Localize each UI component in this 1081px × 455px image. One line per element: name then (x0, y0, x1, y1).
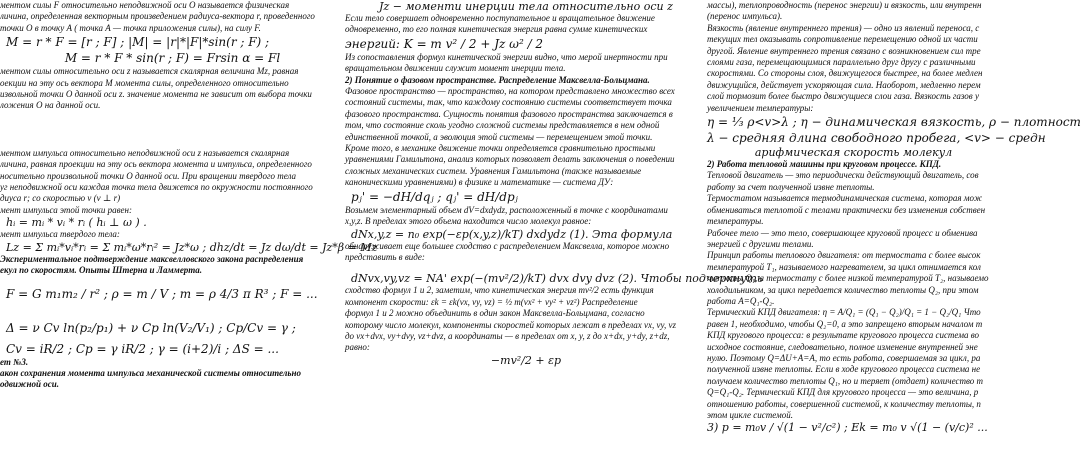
col1-line: уг неподвижной оси каждая точка тела движется по окружности постоянного (0, 182, 313, 193)
col2-line: dNx,y,z = n₀ exp(−εp(x,y,z)/kT) dxdydz (1). Эта формула (351, 227, 673, 241)
col3-line: λ − средняя длина свободного пробега, <v> − средн (707, 131, 1046, 146)
col1-line: Cv = iR/2 ; Cp = γ iR/2 ; γ = (i+2)/i ; ΔS = ... (6, 341, 279, 356)
col3-line: увеличением температуры: (707, 102, 814, 113)
col3-line: нулю. Поэтому Q=ΔU+A=A, то есть работа, совершаемая за цикл, ра (707, 352, 981, 363)
col2-line: x,y,z. В пределах этого объема находится число молекул равное: (345, 216, 592, 227)
col2-line: Фазовое пространство — пространство, на котором представлено множество всех (345, 86, 675, 97)
col2-line: pⱼ' = −dH/dqⱼ ; qⱼ' = dH/dpⱼ (351, 189, 518, 204)
col3-line: равен 1, необходимо, чтобы Q₂=0, а это запрещено вторым началом т (707, 318, 983, 329)
col3-line: получаем количество теплоты Q₁, но и теряет (отдает) количество т (707, 375, 983, 386)
col2-line: одновременно, то его полная кинетическая энергия равна сумме кинетических (345, 24, 648, 35)
col3-line: 3) p = m₀v / √(1 − v²/c²) ; Ek = m₀ v √(1 − (v/c)² ... (707, 421, 988, 435)
col2-line (345, 263, 707, 272)
col1-line (0, 277, 345, 286)
col3-line: работу за счет полученной извне теплоты. (707, 181, 875, 192)
col2-line: энергий: K = m v² / 2 + Jz ω² / 2 (345, 36, 544, 51)
col3-line: энергией с другими телами. (707, 238, 814, 249)
col1-line: личина, равная проекции на эту ось вектора момента и импульса, определенного (0, 159, 312, 170)
col1-line: екул по скоростям. Опыты Штерна и Ламмерта. (0, 265, 202, 276)
col3-line: холодильником, за цикл передается количество теплоты Q₂, при этом (707, 284, 979, 295)
col1-line: ложения О на данной оси. (0, 100, 101, 111)
col3-line: Принцип работы теплового двигателя: от термостата с более высок (707, 250, 981, 261)
col3-line: Вязкость (явление внутреннего трения) — одно из явлений переноса, с (707, 22, 980, 33)
col3-line: обмениваться теплотой с телами практически без изменения собствен (707, 204, 986, 215)
col3-line: температурой T₁, называемого нагревателем, за цикл отнимается кол (707, 261, 981, 272)
col1-line (0, 130, 345, 139)
col2-line: сложных механических систем. Уравнения Гамильтона (также называемые (345, 165, 642, 176)
col2-line: равно: (345, 342, 370, 353)
col3-line: η = ⅓ ρ<v>λ ; η − динамическая вязкость, ρ − плотност (707, 115, 1081, 130)
col2-line: компонент скорости: εk = εk(vx, vy, vz) = ½ m(vx² + vy² + vz²) Распределение (345, 296, 638, 307)
col2-line: Возьмем элементарный объем dV=dxdydz, расположенный в точке с координатами (345, 204, 668, 215)
col2-line: Если тело совершает одновременно поступательное и вращательное движение (345, 13, 655, 23)
col3-line: полученной извне теплоты. Если в ходе кругового процесса система не (707, 364, 981, 375)
col3-line: этом цикле системой. (707, 410, 794, 420)
col3-line: текущих тел оказывать сопротивление перемещению одной их части (707, 34, 978, 45)
col2-line: −mv²/2 + εp (490, 353, 562, 367)
col1-line: ет №3. (0, 356, 29, 367)
col1-line: акон сохранения момента импульса механической системы относительно (0, 367, 302, 378)
col2-line: до vx+dvx, vy+dvy, vz+dvz, а координаты — в пределах от x, y, z до x+dx, y+dy, z+dz, (345, 330, 670, 341)
col2-line: dNvx,vy,vz = NA' exp(−(mv²/2)/kT) dvx dvy dvz (2). Чтобы подчеркнуть (351, 272, 763, 286)
col2-line: Из сопоставления формул кинетической энергии видно, что мерой инертности при (345, 51, 668, 62)
col3-line: (перенос импульса). (707, 11, 783, 22)
col1-line: hᵢ = mᵢ * vᵢ * rᵢ ( hᵢ ⊥ ω ) . (6, 216, 147, 230)
col2-line: состояний системы, так, что каждому состоянию системы соответствует точка (345, 97, 672, 108)
col2-line: единственной точкой, а эволюция этой системы — перемещением этой точки. (345, 131, 653, 142)
col1-line: мент импульса этой точки равен: (0, 204, 132, 215)
col2-line: 2) Понятие о фазовом пространстве. Распределение Максвелла-Больцмана. (345, 74, 650, 85)
col1-line: носительно произвольной точки О данной оси. При вращении твердого тела (0, 170, 297, 181)
col2-line: Jz − моменти инерции тела относительно оси z (379, 0, 673, 13)
col3-line: Термостатом называется термодинамическая система, которая мож (707, 193, 983, 204)
col2-line: вращательном движении служит момент инерции тела. (345, 63, 566, 74)
col3-line: отношению работы, совершенной системой, к количеству теплоты, п (707, 398, 981, 409)
col2-line: том, что состояние сколь угодно сложной системы представляется в нем одной (345, 120, 660, 131)
col2-line: которому число молекул, компоненты скоростей которых лежат в пределах vx, vy, vz (345, 319, 677, 330)
col2-line: обнаруживает еще большее сходство с распределением Максвелла, которое можно (345, 240, 670, 251)
col3-line: работа A=Q₁-Q₂. (707, 295, 775, 306)
col3-line: слоями газа, перемещающимися параллельно друг другу с различными (707, 57, 976, 68)
col1-line: M = r * F * sin(r ; F) = Frsin α = Fl (64, 51, 281, 66)
col2-line: сходство формул 1 и 2, заметим, что кинетическая энергия mv²/2 есть функция (345, 285, 654, 296)
col1-line (0, 121, 345, 130)
col1-line: Экспериментальное подтверждение максвелловского закона распределения (0, 253, 304, 264)
col1-line: мент импульса твердого тела: (0, 229, 120, 240)
col1-line (0, 112, 345, 121)
col2-line: фазового пространства. Сущность понятия фазового пространства заключается в (345, 108, 673, 119)
col1-line: извольной точки О данной оси z. значение момента не зависит от выбора точки (0, 89, 312, 100)
col1-line: Lz = Σ mᵢ*vᵢ*rᵢ = Σ mᵢ*ω*rᵢ² = Jz*ω ; dhz/dt = Jz dω/dt = Jz*β = Mz (6, 240, 378, 254)
col1-line: Δ = ν Cv ln(p₂/p₁) + ν Cp ln(V₂/V₁) ; Cp/Cv = γ ; (6, 320, 296, 335)
col2-line: формул 1 и 2 можно объединить в один закон Максвелла-Больцмана, согласно (345, 308, 645, 319)
col3-line: массы), теплопроводность (перенос энергии) и вязкость, или внутренн (707, 0, 982, 10)
col1-line (0, 302, 345, 311)
col2-line: представить в виде: (345, 251, 425, 262)
col3-line: 2) Работа тепловой машины при круговом процессе. КПД. (707, 159, 942, 170)
col3-line: Термический КПД двигателя: η = A/Q₁ = (Q₁ − Q₂)/Q₁ = 1 − Q₂/Q₁ Что (707, 307, 981, 318)
col1-line: ментом силы относительно оси z называется скалярная величина Mz, равная (0, 66, 299, 77)
col2-line: уравнениями Гамильтона, анализ которых позволяет делать заключения о поведении (345, 154, 675, 165)
col3-line: КПД кругового процесса: в результате кругового процесса система во (707, 330, 979, 341)
col3-line: арифмическая скорость молекул (754, 146, 953, 160)
col3-line: Тепловой двигатель — это периодически действующий двигатель, сов (707, 170, 979, 181)
col3-line: скоростями. Со стороны слоя, движущегося быстрее, на более медлен (707, 68, 983, 79)
col1-line: ментом силы F относительно неподвижной оси О называется физическая (0, 0, 290, 10)
col1-line: точки О в точку А ( точка А — точка приложения силы), на силу F. (0, 22, 261, 33)
col3-line: Q=Q₁-Q₂. Термический КПД для кругового процесса — это величина, р (707, 387, 979, 398)
col1-line: одвижной оси. (0, 379, 59, 390)
col3-line: теплоты Q₁, а термостату с более низкой температурой T₂, называемо (707, 273, 989, 284)
col3-line: движущийся, действует ускоряющая сила. Наоборот, медленно перем (707, 79, 981, 90)
col1-line: F = G m₁m₂ / r² ; ρ = m / V ; m = ρ 4/3 π R³ ; F = ... (6, 286, 318, 301)
col3-line: слой тормозит более быстро движущиеся слои газа. Вязкость газов у (707, 91, 979, 102)
col1-line: ментом импульса относительно неподвижной оси z называется скалярная (0, 147, 290, 158)
col3-line: температуры. (707, 216, 764, 227)
col1-line: оекции на эту ось вектора M момента силы, определенного относительно (0, 77, 289, 88)
column-right (707, 0, 1081, 455)
col1-line: диуса r; со скоростью v (v ⊥ r) (0, 193, 121, 204)
col1-line (0, 311, 345, 320)
col1-line (0, 139, 345, 148)
col3-line: исходное состояние, следовательно, полное изменение внутренней эне (707, 341, 978, 352)
col2-line: Кроме того, в механике движение точки определяется сравнительно простыми (345, 143, 656, 154)
col1-line: M = r * F = [r ; F] ; |M| = |r|*|F|*sin(r ; F) ; (6, 35, 270, 50)
col2-line: каноническими уравнениями) в физике и математике — система ДУ: (345, 177, 614, 188)
col1-line: личина, определенная векторным произведением радиуса-вектора r, проведенного (0, 11, 315, 22)
col3-line: Рабочее тело — это тело, совершающее круговой процесс и обменива (707, 227, 978, 238)
col3-line: другой. Явление внутреннего трения связано с возникновением сил тре (707, 45, 981, 56)
